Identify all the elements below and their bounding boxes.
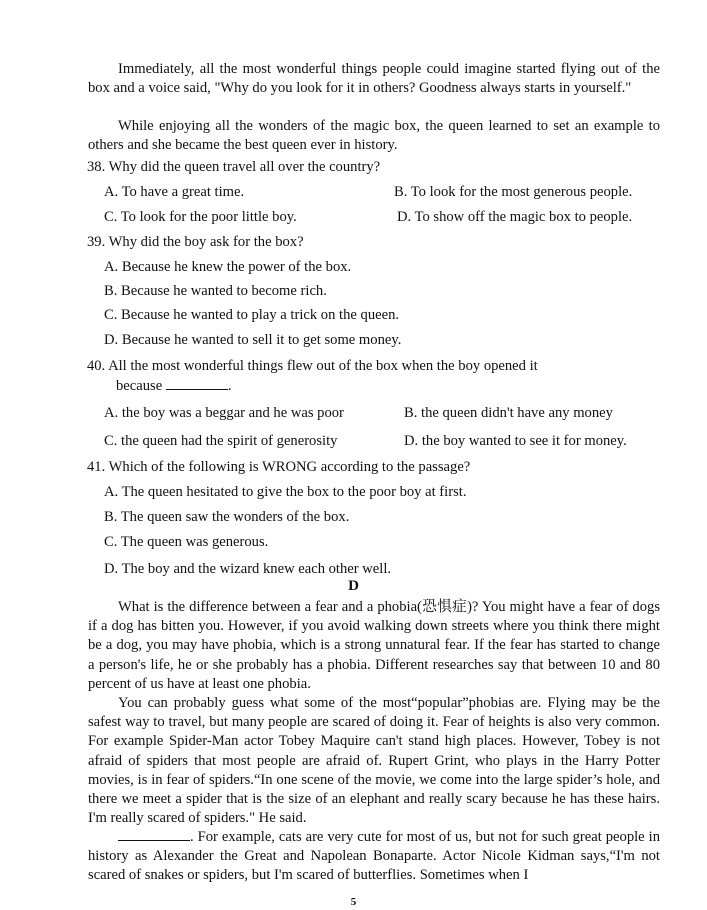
question-41-option-c: C. The queen was generous. bbox=[104, 534, 269, 550]
passage-d-paragraph-1 bbox=[88, 598, 660, 694]
passage-c-paragraph-2-text: While enjoying all the wonders of the magic box, the queen learned to set an example to others and she became the best queen ever in history. bbox=[88, 118, 660, 154]
passage-c-paragraph-2 bbox=[88, 117, 660, 155]
question-40-because: because bbox=[116, 378, 163, 394]
question-40-option-d: D. the boy wanted to see it for money. bbox=[404, 433, 627, 449]
question-41-option-b: B. The queen saw the wonders of the box. bbox=[104, 509, 350, 525]
passage-d-paragraph-3-text: . For example, cats are very cute for most of us, but not for such great people in history as Alexander the Great and Napolean Bonaparte. Actor Nicole Kidman says,“I'm not scared of snakes or spiders, but I'm scared of butterflies. Sometimes when I bbox=[88, 829, 660, 884]
question-40-stem-continuation: because . bbox=[116, 378, 232, 394]
question-41-stem: 41. Which of the following is WRONG according to the passage? bbox=[87, 459, 471, 475]
question-38-stem: 38. Why did the queen travel all over the country? bbox=[87, 159, 381, 175]
question-38-option-b: B. To look for the most generous people. bbox=[394, 184, 633, 200]
passage-d-paragraph-2-text: You can probably guess what some of the most“popular”phobias are. Flying may be the safest way to travel, but many people are scared of doing it. Fear of heights is also very common. For example Spider-Man actor Tobey Maquire can't stand high places. However, Tobey is not afraid of spiders that most people are afraid of. Rupert Grint, who plays in the Harry Potter movies, is in fear of spiders.“In one scene of the movie, we come into the large spider’s hole, and there we meet a spider that is the size of an elephant and really scary because he has these hairs. I'm really scared of spiders." He said. bbox=[88, 695, 660, 827]
question-40-stem: 40. All the most wonderful things flew out of the box when the boy opened it bbox=[87, 358, 538, 374]
question-41-option-a: A. The queen hesitated to give the box to the poor boy at first. bbox=[104, 484, 467, 500]
passage-c-paragraph-1-text: Immediately, all the most wonderful things people could imagine started flying out of the box and a voice said, "Why do you look for it in others? Goodness always starts in yourself." bbox=[88, 61, 660, 97]
question-39-option-d: D. Because he wanted to sell it to get some money. bbox=[104, 332, 402, 348]
page-number: 5 bbox=[350, 896, 357, 908]
question-39-stem: 39. Why did the boy ask for the box? bbox=[87, 234, 304, 250]
question-40-option-b: B. the queen didn't have any money bbox=[404, 405, 613, 421]
question-39-option-c: C. Because he wanted to play a trick on the queen. bbox=[104, 307, 400, 323]
question-41-option-d: D. The boy and the wizard knew each other well. bbox=[104, 561, 392, 577]
question-39-option-a: A. Because he knew the power of the box. bbox=[104, 259, 352, 275]
passage-d-paragraph-2 bbox=[88, 694, 660, 828]
question-40-option-a: A. the boy was a beggar and he was poor bbox=[104, 405, 344, 421]
answer-blank bbox=[166, 377, 228, 390]
question-38-option-c: C. To look for the poor little boy. bbox=[104, 209, 297, 225]
answer-blank bbox=[118, 828, 190, 841]
passage-d-heading: D bbox=[348, 578, 359, 594]
question-39-option-b: B. Because he wanted to become rich. bbox=[104, 283, 327, 299]
passage-d-paragraph-3 bbox=[88, 828, 660, 886]
question-38-option-d: D. To show off the magic box to people. bbox=[397, 209, 633, 225]
question-40-option-c: C. the queen had the spirit of generosity bbox=[104, 433, 338, 449]
passage-c-paragraph-1 bbox=[88, 60, 660, 98]
question-38-option-a: A. To have a great time. bbox=[104, 184, 245, 200]
passage-d-paragraph-1-text: What is the difference between a fear and a phobia(恐惧症)? You might have a fear of dogs if a dog has bitten you. However, if you avoid walking down streets where you think there might be a dog, you may have phobia, which is a strong unnatural fear. If the fear has started to change a person's life, he or she probably has a phobia. Different researches say that between 10 and 80 percent of us have at least one phobia. bbox=[88, 599, 660, 692]
